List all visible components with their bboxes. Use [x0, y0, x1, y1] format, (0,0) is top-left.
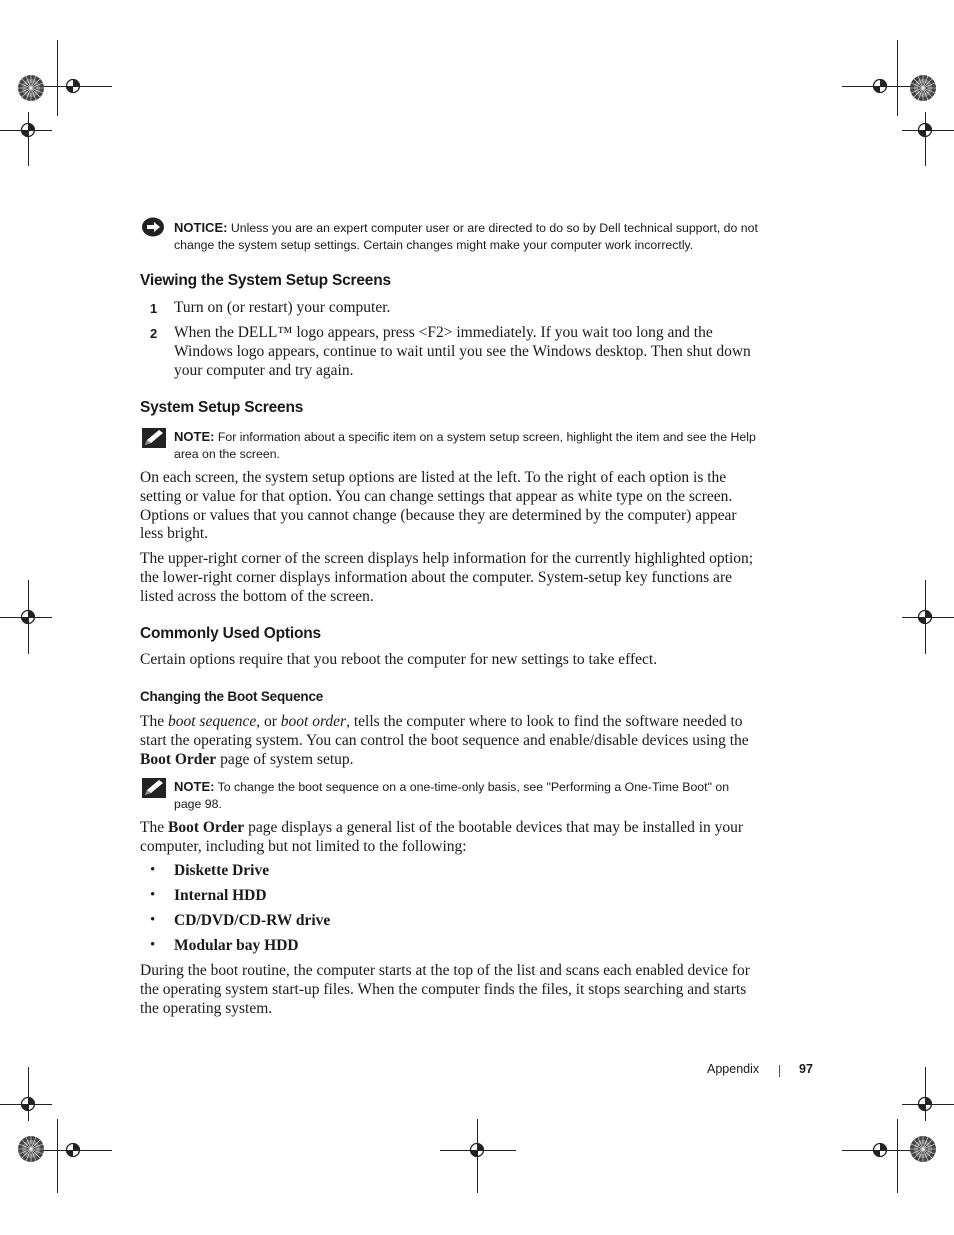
bold-term: Boot Order [167, 819, 245, 836]
bullet-marker: • [150, 887, 156, 903]
notice-label: NOTICE: [174, 220, 228, 235]
color-rosette-icon [909, 74, 937, 102]
note-block [174, 428, 759, 463]
section-heading-screens: System Setup Screens [140, 399, 304, 416]
registration-mark-icon [465, 1138, 489, 1162]
note-pencil-icon [141, 427, 167, 449]
step-number: 1 [150, 301, 158, 316]
list-item: Modular bay HDD [174, 937, 299, 954]
color-rosette-icon [17, 74, 45, 102]
crop-line [57, 1119, 58, 1193]
step-text: When the DELL™ logo appears, press <F2> immediately. If you wait too long and the Windows logo appears, continue to wait until you see the Windows desktop. Then shut down your computer and try again. [174, 324, 751, 379]
crop-line [57, 40, 58, 116]
registration-mark-icon [61, 1138, 85, 1162]
registration-mark-icon [868, 1138, 892, 1162]
note-text: To change the boot sequence on a one-time-only basis, see "Performing a One-Time Boot" on page 98. [174, 780, 730, 811]
text-run: , or [256, 713, 281, 730]
list-item: Diskette Drive [174, 862, 270, 879]
body-paragraph [140, 819, 760, 857]
registration-mark-icon [913, 1092, 937, 1116]
section-heading-viewing: Viewing the System Setup Screens [140, 272, 391, 289]
text-run: The [140, 819, 168, 836]
color-rosette-icon [909, 1135, 937, 1163]
note-label: NOTE: [174, 429, 215, 444]
footer-divider [779, 1065, 780, 1077]
bullet-marker: • [150, 937, 156, 953]
registration-mark-icon [16, 118, 40, 142]
note-pencil-icon [141, 777, 167, 799]
registration-mark-icon [913, 605, 937, 629]
list-item: CD/DVD/CD-RW drive [174, 912, 331, 929]
body-paragraph: The upper-right corner of the screen displays help information for the currently highlighted option; the lower-right corner displays information about the computer. System-setup key functions are listed across the bottom of the screen. [140, 550, 754, 605]
body-paragraph: On each screen, the system setup options are listed at the left. To the right of each option is the setting or value for that option. You can change settings that appear as white type on the screen. Options or values that you cannot change (because they are determined by the computer) appear less bright. [140, 469, 737, 543]
notice-text: Unless you are an expert computer user or are directed to do so by Dell technical support, do not change the system setup settings. Certain changes might make your computer work incorrectly. [174, 221, 758, 252]
registration-mark-icon [16, 605, 40, 629]
text-run: The [140, 713, 168, 730]
registration-mark-icon [16, 1092, 40, 1116]
registration-mark-icon [868, 74, 892, 98]
note-text: For information about a specific item on a system setup screen, highlight the item and see the Help area on the screen. [174, 430, 756, 461]
italic-term: boot order [280, 713, 347, 730]
subsection-heading-boot: Changing the Boot Sequence [140, 689, 324, 704]
bullet-marker: • [150, 862, 156, 878]
italic-term: boot sequence [167, 713, 257, 730]
text-run: page of system setup. [216, 750, 354, 768]
crop-line [897, 1119, 898, 1193]
step-number: 2 [150, 326, 158, 341]
text-run: page displays a general list of the bootable devices that may be installed in your computer, including but not limited to the following: [140, 819, 744, 855]
registration-mark-icon [61, 74, 85, 98]
text-run: , tells the computer where to look to find the software needed to start the operating system. You can control the boot sequence and enable/disable devices using the [140, 713, 749, 749]
color-rosette-icon [17, 1135, 45, 1163]
notice-icon [141, 216, 167, 238]
step-text: Turn on (or restart) your computer. [174, 299, 391, 316]
footer-section-name: Appendix [707, 1062, 760, 1076]
note-label: NOTE: [174, 779, 215, 794]
section-heading-options: Commonly Used Options [140, 625, 321, 642]
page-number: 97 [799, 1062, 813, 1076]
registration-mark-icon [913, 118, 937, 142]
body-paragraph [140, 713, 760, 769]
body-paragraph: Certain options require that you reboot the computer for new settings to take effect. [140, 651, 658, 668]
body-paragraph: During the boot routine, the computer starts at the top of the list and scans each enabled device for the operating system start-up files. When the computer finds the files, it stops searching and starts the operating system. [140, 962, 750, 1017]
notice-block [174, 219, 759, 254]
note-block [174, 778, 759, 813]
bullet-marker: • [150, 912, 156, 928]
bold-term: Boot Order [140, 750, 217, 768]
crop-line [897, 40, 898, 116]
list-item: Internal HDD [174, 887, 267, 904]
